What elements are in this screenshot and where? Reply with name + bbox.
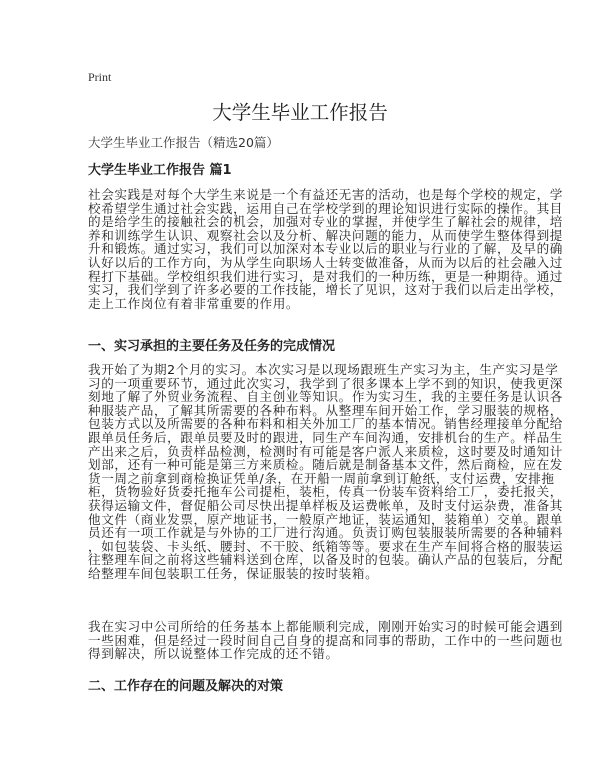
paragraph-line: 员还有一项工作就是与外协的工厂进行沟通。负责订购包装服装所需要的各种辅料 (88, 525, 563, 541)
page-title: 大学生毕业工作报告 (212, 101, 388, 124)
paragraph-line: 校希望学生通过社会实践，运用自己在学校学到的理论知识进行实际的操作。其目 (88, 200, 563, 216)
paragraph-line: 获得运输文件，督促船公司尽快出提单样板及运费帐单，及时支付运杂费，准备其 (88, 497, 563, 513)
paragraph-line: 实习，我们学到了许多必要的工作技能，增长了见识，这对于我们以后走出学校， (88, 282, 563, 298)
paragraph-line: 种服装产品，了解其所需要的各种布料。从整理车间开始工作，学习服装的规格， (88, 402, 563, 418)
paragraph-line: 跟单员任务后，跟单员要及时的跟进，同生产车间沟通，安排机台的生产。样品生 (88, 429, 563, 445)
paragraph-line: 养和训练学生认识、观察社会以及分析、解决问题的能力，从而使学生整体得到提 (88, 227, 563, 243)
paragraph-line: 的是给学生的接触社会的机会，加强对专业的掌握，并使学生了解社会的规律，培 (88, 214, 563, 230)
paragraph-line: 得到解决，所以说整体工作完成的还不错。 (88, 646, 339, 662)
paragraph-line: ，如包装袋、卡头纸、腰封、不干胶、纸箱等等。要求在生产车间将合格的服装运 (88, 538, 563, 554)
heading-2: 二、工作存在的问题及解决的对策 (88, 679, 284, 694)
paragraph-line: 给整理车间包装职工任务，保证服装的按时装箱。 (88, 565, 379, 581)
paragraph-line: 往整理车间之前将这些辅料送到仓库，以备及时的包装。确认产品的包装后，分配 (88, 552, 563, 568)
paragraph-line: 走上工作岗位有着非常重要的作用。 (88, 295, 300, 311)
paragraph-1 (88, 188, 563, 310)
paragraph-3 (88, 620, 563, 661)
paragraph-2 (88, 363, 563, 581)
paragraph-line: 货一周之前拿到商检换证凭单/条，在开船一周前拿到订舱纸，支付运费，安排拖 (88, 470, 555, 486)
subtitle: 大学生毕业工作报告（精选20篇） (88, 135, 279, 150)
paragraph-line: 产出来之后，负责样品检测，检测时有可能是客户派人来质检，这时要及时通知计 (88, 443, 563, 459)
paragraph-line: 柜，货物验好货委托拖车公司提柜，装柜，传真一份装车资料给工厂，委托报关， (88, 484, 563, 500)
heading-1: 一、实习承担的主要任务及任务的完成情况 (88, 339, 336, 354)
paragraph-line: 他文件（商业发票，原产地证书，一般原产地证，装运通知，装箱单）交单。跟单 (88, 511, 563, 527)
paragraph-line: 划部，还有一种可能是第三方来质检。随后就是制备基本文件，然后商检，应在发 (88, 457, 563, 473)
paragraph-line: 一些困难，但是经过一段时间自己自身的提高和同事的帮助，工作中的一些问题也 (88, 632, 563, 648)
section-title: 大学生毕业工作报告 篇1 (88, 163, 232, 178)
paragraph-line: 包装方式以及所需要的各种布料和相关外加工厂的基本情况。销售经理接单分配给 (88, 416, 563, 432)
paragraph-line: 认好以后的工作方向，为从学生向职场人士转变做准备，从而为以后的社会融入过 (88, 254, 563, 270)
paragraph-line: 习的一项重要环节，通过此次实习，我学到了很多课本上学不到的知识，使我更深 (88, 375, 563, 391)
print-link[interactable]: Print (88, 70, 112, 84)
paragraph-line: 我在实习中公司所给的任务基本上都能顺利完成，刚刚开始实习的时候可能会遇到 (88, 619, 563, 634)
paragraph-line: 升和锻炼。通过实习，我们可以加深对本专业以后的职业与行业的了解，及早的确 (88, 241, 563, 257)
paragraph-line: 我开始了为期2个月的实习。本次实习是以现场跟班生产实习为主，生产实习是学 (88, 362, 559, 377)
paragraph-line: 刻地了解了外贸业务流程、自主创业等知识。作为实习生，我的主要任务是认识各 (88, 389, 563, 405)
paragraph-line: 程打下基础。学校组织我们进行实习，是对我们的一种历练，更是一种期待。通过 (88, 268, 563, 284)
paragraph-line: 社会实践是对每个大学生来说是一个有益还无害的活动，也是每个学校的规定，学 (88, 187, 563, 202)
